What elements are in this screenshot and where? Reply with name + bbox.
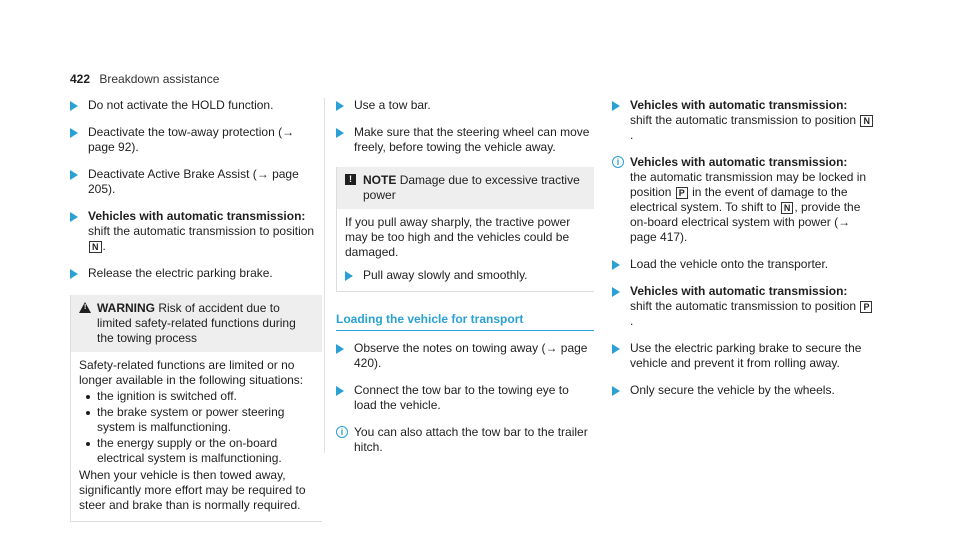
warning-triangle-icon: ! — [79, 302, 91, 313]
bullet-item: the energy supply or the on-board electrical system is malfunctioning. — [85, 436, 314, 466]
gear-p-keycap: P — [676, 187, 688, 199]
arrow-icon — [336, 386, 344, 396]
column-3 — [612, 98, 874, 410]
note-icon: ! — [345, 174, 356, 185]
list-item: Do not activate the HOLD function. — [70, 98, 322, 113]
arrow-icon — [70, 128, 78, 138]
bullet-item: the ignition is switched off. — [85, 389, 314, 404]
list-item: Load the vehicle onto the transporter. — [612, 257, 874, 272]
gear-p-keycap: P — [860, 301, 872, 313]
list-item: Use the electric parking brake to secure the vehicle and prevent it from rolling away. — [612, 341, 874, 371]
info-note: i You can also attach the tow bar to the trailer hitch. — [336, 425, 594, 455]
info-icon: i — [612, 156, 624, 168]
bullet-item: the brake system or power steering system is malfunctioning. — [85, 405, 314, 435]
list-item: Use a tow bar. — [336, 98, 594, 113]
list-item: Observe the notes on towing away (→ page 420). — [336, 341, 594, 371]
arrow-icon — [336, 344, 344, 354]
list-item: Release the electric parking brake. — [70, 266, 322, 281]
page-header — [70, 72, 219, 87]
gear-n-keycap: N — [89, 241, 102, 253]
list-item: Vehicles with automatic transmission: shift the automatic transmission to position N. — [612, 98, 874, 143]
arrow-icon — [70, 101, 78, 111]
page-number: 422 — [70, 72, 91, 86]
column-2 — [336, 98, 594, 467]
list-item: Vehicles with automatic transmission: shift the automatic transmission to position N . — [70, 209, 322, 254]
arrow-icon — [336, 128, 344, 138]
arrow-icon — [70, 269, 78, 279]
column-divider — [324, 98, 325, 453]
arrow-icon — [612, 101, 620, 111]
arrow-icon — [345, 271, 353, 281]
arrow-icon — [336, 101, 344, 111]
warning-box: ! WARNING Risk of accident due to limited safety-related functions during the towing process Safety-related functions are limited or no longer available in the following situations: the ignition is switched off. the brake system or power steering system is malfunctioning. the energy supply or the on-board electrical system is malfunctioning. When your vehicle is then towed away, significantly more effort may be required to steer and brake than is normally required. — [70, 295, 322, 522]
info-icon: i — [336, 426, 348, 438]
gear-n-keycap: N — [781, 202, 794, 214]
list-item: Connect the tow bar to the towing eye to load the vehicle. — [336, 383, 594, 413]
section-title: Loading the vehicle for transport — [336, 312, 594, 331]
arrow-icon — [70, 170, 78, 180]
list-item: Make sure that the steering wheel can move freely, before towing the vehicle away. — [336, 125, 594, 155]
list-item: Pull away slowly and smoothly. — [345, 268, 586, 283]
list-item: Vehicles with automatic transmission: shift the automatic transmission to position P. — [612, 284, 874, 329]
arrow-icon — [612, 386, 620, 396]
page-title: Breakdown assistance — [99, 72, 220, 86]
arrow-icon — [612, 287, 620, 297]
arrow-icon — [612, 260, 620, 270]
arrow-icon — [612, 344, 620, 354]
list-item: Deactivate the tow-away protection (→ page 92). — [70, 125, 322, 155]
note-box: ! NOTE Damage due to excessive tractive power If you pull away sharply, the tractive power may be too high and the vehicles could be damaged. Pull away slowly and smoothly. — [336, 167, 594, 292]
column-1 — [70, 98, 322, 530]
arrow-icon — [70, 212, 78, 222]
list-item: Only secure the vehicle by the wheels. — [612, 383, 874, 398]
list-item: Deactivate Active Brake Assist (→ page 205). — [70, 167, 322, 197]
gear-n-keycap: N — [860, 115, 873, 127]
info-note: i Vehicles with automatic transmission: the automatic transmission may be locked in position P in the event of damage to the electrical system. To shift to N , provide the on-board electrical system with power (→ page 417). — [612, 155, 874, 245]
